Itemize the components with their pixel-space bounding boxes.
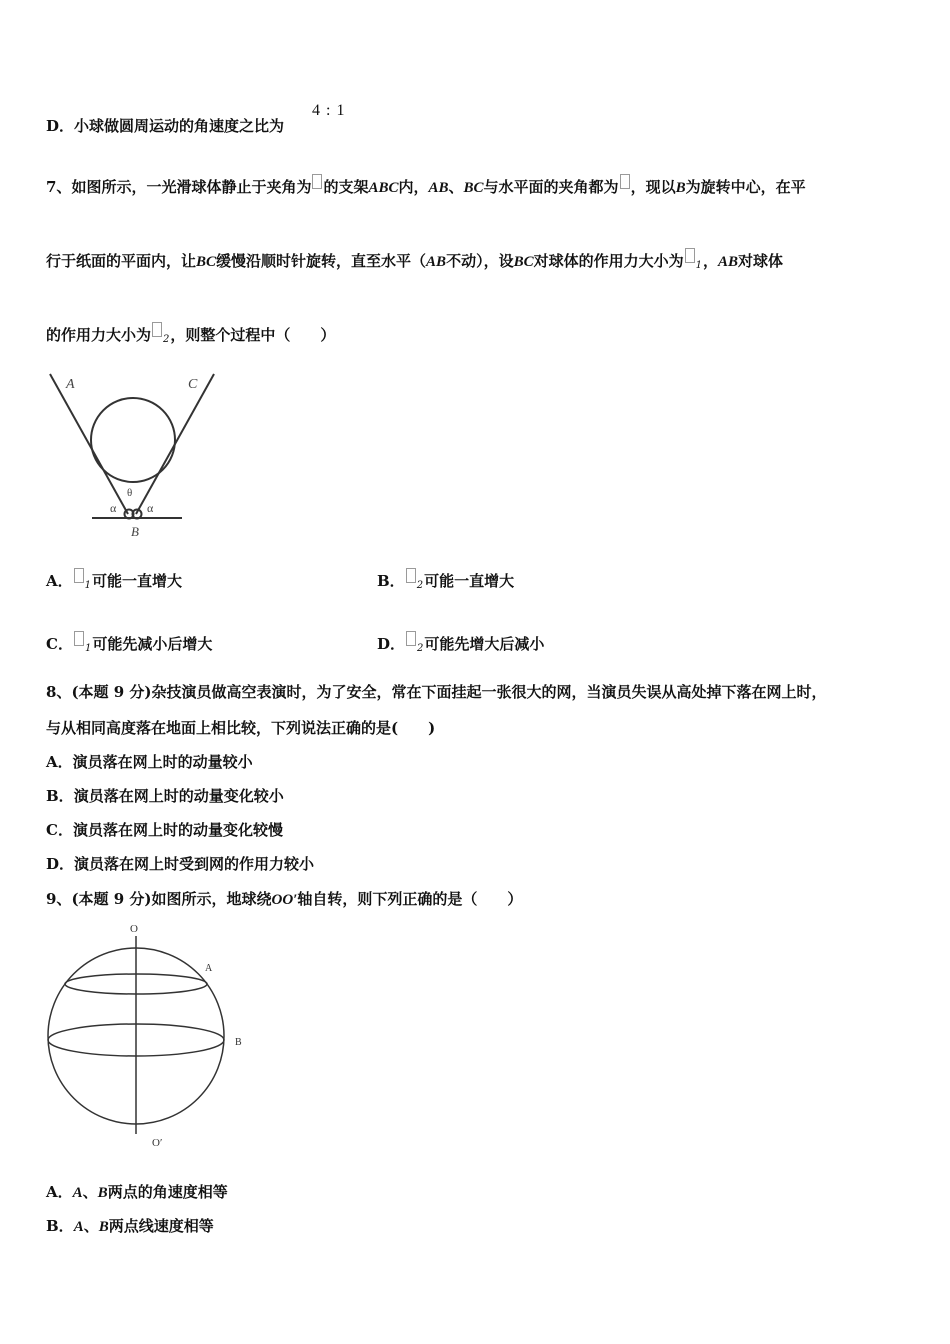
force-symbol-icon (406, 631, 416, 646)
label-o: O (130, 923, 138, 935)
q6-option-d-letter: D． (46, 117, 75, 135)
label-c: C (188, 377, 198, 392)
q7-option-a: A． $_1$可能一直增大 (46, 568, 182, 596)
force-symbol-icon (685, 248, 695, 263)
label-b: B (235, 1037, 242, 1048)
q7-number: 7、 (46, 178, 72, 196)
q8-line-1: 8、(本题 9 分)杂技演员做高空表演时，为了安全，常在下面挂起一张很大的网，当演员失误从高处掉下落在网上时， (46, 683, 827, 701)
force-symbol-icon (406, 568, 416, 583)
q9-number: 9、 (46, 890, 72, 908)
force-symbol-icon (74, 631, 84, 646)
label-alpha-left: α (110, 501, 117, 515)
q7-line-3: 的作用力大小为 $_2$，则整个过程中（ ） (46, 322, 335, 350)
force-symbol-icon (152, 322, 162, 337)
label-a: A (205, 963, 213, 974)
label-alpha-right: α (147, 501, 154, 515)
q7-option-c: C． $_1$可能先减小后增大 (46, 631, 212, 659)
q8-line-2: 与从相同高度落在地面上相比较，下列说法正确的是( ) (46, 719, 436, 737)
support-ab (50, 374, 128, 514)
q7-option-d: D． $_2$可能先增大后减小 (377, 631, 544, 659)
q7-line-2: 行于纸面的平面内，让BC缓慢沿顺时针旋转，直至水平（AB不动），设BC对球体的作用力大小为 $_1$，AB对球体 (46, 248, 783, 276)
q7-option-b: B． $_2$可能一直增大 (377, 568, 514, 596)
q6-option-d-text: 小球做圆周运动的角速度之比为 (74, 117, 285, 135)
label-a: A (66, 377, 75, 392)
q7-line-1: 7、如图所示，一光滑球体静止于夹角为 的支架ABC内，AB、BC与水平面的夹角都为 ，现以B为旋转中心，在平 (46, 174, 806, 198)
label-theta: θ (127, 487, 133, 499)
label-b: B (131, 524, 139, 539)
q9-line-1: 9、(本题 9 分)如图所示，地球绕OO′轴自转，则下列正确的是（ ） (46, 890, 523, 908)
label-o-prime: O′ (152, 1137, 163, 1149)
theta-symbol-icon (312, 174, 322, 189)
q6-ratio: 4 : 1 (312, 102, 346, 119)
q9-figure (40, 918, 260, 1152)
q8-option-c: C．演员落在网上时的动量变化较慢 (46, 821, 283, 839)
q6-option-d (46, 116, 284, 136)
q8-option-a: A．演员落在网上时的动量较小 (46, 753, 253, 771)
q8-option-b: B．演员落在网上时的动量变化较小 (46, 787, 284, 805)
ball (91, 398, 175, 482)
q7-figure (46, 368, 246, 540)
q8-option-d: D．演员落在网上时受到网的作用力较小 (46, 855, 315, 873)
q9-option-b: B．A、B两点线速度相等 (46, 1217, 214, 1235)
q8-number: 8、 (46, 683, 72, 701)
q9-option-a: A．A、B两点的角速度相等 (46, 1183, 228, 1201)
force-symbol-icon (74, 568, 84, 583)
alpha-symbol-icon (620, 174, 630, 189)
